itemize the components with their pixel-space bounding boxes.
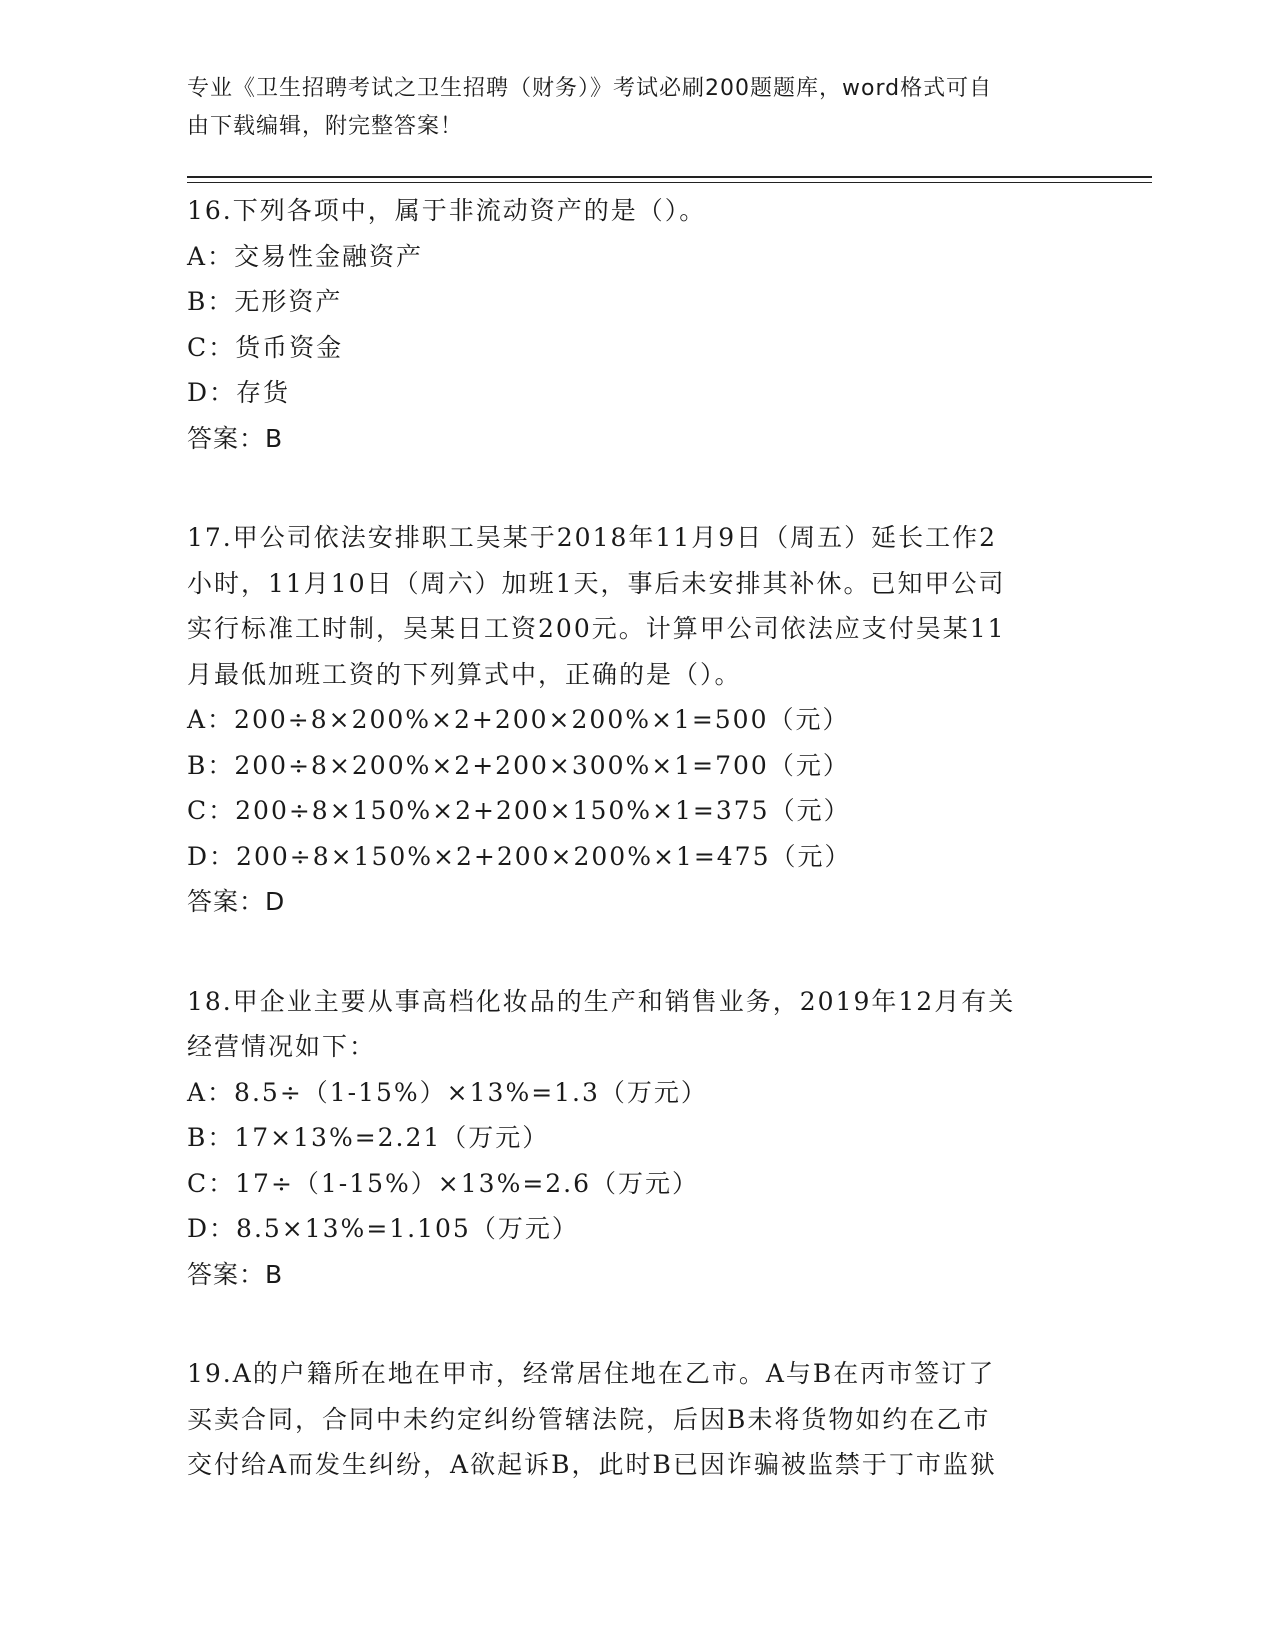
document-header bbox=[187, 70, 1067, 146]
question-stem: 交付给A而发生纠纷，A欲起诉B，此时B已因诈骗被监禁于丁市监狱 bbox=[187, 1450, 997, 1479]
option-a: A：交易性金融资产 bbox=[187, 241, 424, 271]
option-c: C：200÷8×150%×2+200×150%×1=375（元） bbox=[187, 796, 851, 825]
question-stem: 17.甲公司依法安排职工吴某于2018年11月9日（周五）延长工作2 bbox=[187, 523, 998, 552]
question-stem: 月最低加班工资的下列算式中，正确的是（）。 bbox=[187, 659, 742, 689]
option-c: C：17÷（1-15%）×13%=2.6（万元） bbox=[187, 1168, 700, 1198]
option-b: B：无形资产 bbox=[187, 287, 343, 316]
question-stem: 18.甲企业主要从事高档化妆品的生产和销售业务，2019年12月有关 bbox=[187, 986, 1016, 1016]
option-a: A：8.5÷（1-15%）×13%=1.3（万元） bbox=[187, 1077, 708, 1107]
question-stem: 实行标准工时制，吴某日工资200元。计算甲公司依法应支付吴某11 bbox=[187, 614, 1006, 643]
question-list bbox=[187, 188, 1087, 1542]
answer-line: 答案：B bbox=[187, 423, 284, 453]
question-stem: 16.下列各项中，属于非流动资产的是（）。 bbox=[187, 196, 707, 225]
header-line-2: 由下载编辑，附完整答案！ bbox=[187, 114, 464, 139]
header-divider-thin bbox=[187, 182, 1152, 183]
option-d: D：8.5×13%=1.105（万元） bbox=[187, 1214, 579, 1243]
question-18 bbox=[187, 979, 1087, 1298]
option-b: B：200÷8×200%×2+200×300%×1=700（元） bbox=[187, 750, 850, 780]
question-19 bbox=[187, 1351, 1087, 1488]
question-stem: 小时，11月10日（周六）加班1天，事后未安排其补休。已知甲公司 bbox=[187, 568, 1006, 598]
question-stem: 19.A的户籍所在地在甲市，经常居住地在乙市。A与B在丙市签订了 bbox=[187, 1359, 996, 1388]
header-divider-thick bbox=[187, 176, 1152, 178]
option-d: D：200÷8×150%×2+200×200%×1=475（元） bbox=[187, 841, 852, 871]
question-stem: 买卖合同，合同中未约定纠纷管辖法院，后因B未将货物如约在乙市 bbox=[187, 1404, 991, 1434]
question-17 bbox=[187, 515, 1087, 925]
option-c: C：货币资金 bbox=[187, 332, 344, 362]
question-16 bbox=[187, 188, 1087, 461]
header-line-1: 专业《卫生招聘考试之卫生招聘（财务）》考试必刷200题题库，word格式可自 bbox=[187, 76, 993, 101]
option-a: A：200÷8×200%×2+200×200%×1=500（元） bbox=[187, 705, 850, 734]
option-d: D：存货 bbox=[187, 378, 291, 407]
option-b: B：17×13%=2.21（万元） bbox=[187, 1123, 550, 1152]
question-stem: 经营情况如下： bbox=[187, 1032, 377, 1061]
answer-line: 答案：B bbox=[187, 1259, 284, 1289]
answer-line: 答案：D bbox=[187, 887, 286, 916]
